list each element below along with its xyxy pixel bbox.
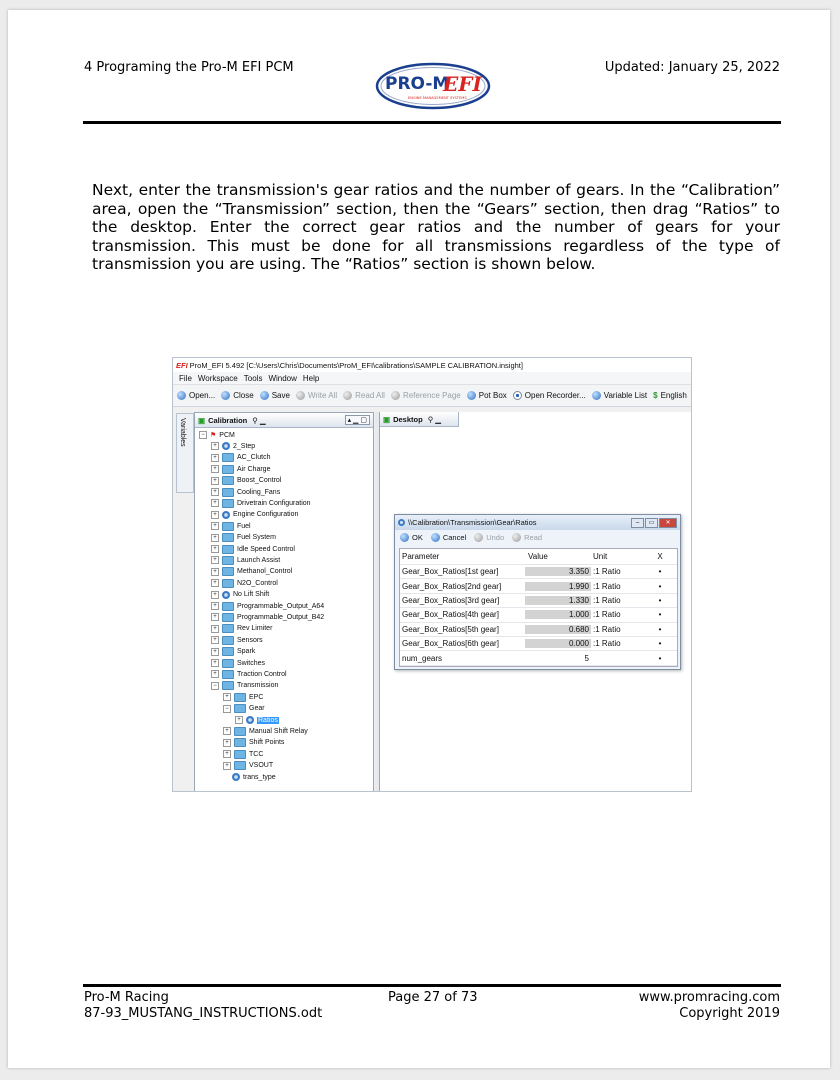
expand-toggle-icon[interactable]: +: [223, 750, 231, 758]
folder-icon: [234, 738, 246, 747]
tree-item-label: AC_Clutch: [237, 454, 271, 462]
expand-toggle-icon[interactable]: +: [211, 454, 219, 462]
parameter-cell: Gear_Box_Ratios[3rd gear]: [402, 595, 500, 605]
table-row[interactable]: [400, 637, 677, 651]
pin-icon[interactable]: ⚲ ▁: [252, 415, 266, 425]
desktop-panel: [379, 412, 692, 792]
tree-item[interactable]: [211, 441, 255, 451]
expand-toggle-icon[interactable]: +: [235, 716, 243, 724]
folder-icon: [222, 567, 234, 576]
calibration-panel: [194, 412, 374, 792]
parameter-cell: num_gears: [402, 653, 443, 663]
tree-item[interactable]: [211, 521, 251, 531]
folder-icon: [234, 761, 246, 770]
folder-icon: [222, 522, 234, 531]
app-logo-icon: EFI: [176, 360, 188, 370]
logo-tagline: ENGINE MANAGEMENT SYSTEMS: [408, 96, 467, 100]
ratios-dialog-titlebar[interactable]: [395, 515, 680, 530]
open-recorder-button[interactable]: [513, 391, 586, 400]
folder-icon: [234, 704, 246, 713]
tree-item[interactable]: [211, 647, 255, 657]
save-button[interactable]: [260, 391, 290, 400]
expand-toggle-icon[interactable]: +: [211, 568, 219, 576]
expand-toggle-icon[interactable]: +: [223, 727, 231, 735]
tree-item[interactable]: [223, 749, 263, 759]
logo-text-main: PRO-M: [385, 74, 450, 94]
tree-item[interactable]: [211, 533, 276, 543]
tree-item-label: EPC: [249, 693, 264, 701]
tree-item[interactable]: [211, 464, 270, 474]
folder-icon: [222, 453, 234, 462]
unit-cell: :1 Ratio: [593, 595, 621, 605]
tree-item[interactable]: [211, 590, 269, 600]
footer-company: Pro-M Racing: [84, 990, 169, 1005]
tree-item[interactable]: [211, 681, 278, 691]
tree-item[interactable]: [223, 761, 273, 771]
tree-item-label: Shift Points: [249, 739, 285, 747]
header-rule: [83, 121, 781, 124]
reference-page-label: Reference Page: [402, 391, 461, 400]
tree-item-label: Air Charge: [237, 465, 271, 473]
expand-toggle-icon[interactable]: +: [211, 534, 219, 542]
read-icon: [512, 533, 521, 542]
folder-icon: [222, 681, 234, 690]
software-screenshot: [172, 357, 692, 792]
value-cell[interactable]: 1.990: [525, 582, 591, 591]
tree-item-label: PCM: [219, 431, 235, 439]
folder-icon: [222, 613, 234, 622]
write-all-button[interactable]: [296, 391, 337, 400]
desktop-pin-icon[interactable]: ⚲ ▁: [427, 414, 442, 424]
variable-list-icon: [592, 391, 601, 400]
tree-item[interactable]: [211, 544, 295, 554]
x-cell: •: [658, 610, 662, 620]
expand-toggle-icon[interactable]: +: [223, 739, 231, 747]
tree-item-label: Traction Control: [237, 670, 287, 678]
tree-item[interactable]: [211, 624, 272, 634]
expand-toggle-icon[interactable]: −: [211, 682, 219, 690]
tree-item[interactable]: [223, 772, 276, 782]
folder-icon: [222, 465, 234, 474]
folder-icon: [222, 533, 234, 542]
open-label: Open...: [189, 391, 216, 400]
save-label: Save: [271, 391, 290, 400]
tree-item[interactable]: [223, 704, 265, 714]
expand-toggle-icon[interactable]: +: [211, 465, 219, 473]
tree-item-label: Fuel System: [237, 534, 276, 542]
x-cell: •: [658, 639, 662, 649]
expand-toggle-icon[interactable]: +: [211, 591, 219, 599]
close-icon: [221, 391, 230, 400]
pot-box-label: Pot Box: [478, 391, 507, 400]
unit-cell: :1 Ratio: [593, 567, 621, 577]
toolbar: [173, 385, 691, 407]
footer-copyright: Copyright 2019: [679, 1006, 780, 1021]
desktop-panel-icon: ▣: [383, 414, 391, 424]
ok-button[interactable]: [400, 533, 423, 542]
open-icon: [177, 391, 186, 400]
reference-page-button[interactable]: [391, 391, 461, 400]
expand-toggle-icon[interactable]: +: [211, 511, 219, 519]
tree-item-label: Cooling_Fans: [237, 488, 281, 496]
table-row[interactable]: [400, 651, 677, 665]
expand-toggle-icon[interactable]: +: [223, 762, 231, 770]
write-all-label: Write All: [307, 391, 338, 400]
tree-item[interactable]: [211, 601, 324, 611]
dialog-toolbar: [395, 530, 680, 545]
open-recorder-label: Open Recorder...: [524, 391, 586, 400]
tree-item[interactable]: [211, 567, 292, 577]
tree-item[interactable]: [223, 738, 284, 748]
calibration-panel-title: Calibration: [208, 415, 248, 425]
ok-label: OK: [412, 533, 423, 542]
variable-list-button[interactable]: [592, 391, 647, 400]
tree-item[interactable]: [211, 669, 287, 679]
tree-item-label: Engine Configuration: [233, 511, 299, 519]
tree-item[interactable]: [211, 476, 281, 486]
value-cell[interactable]: 5: [584, 653, 589, 663]
tree-item[interactable]: [211, 487, 280, 497]
table-row[interactable]: [400, 608, 677, 622]
folder-icon: [222, 488, 234, 497]
expand-toggle-icon[interactable]: +: [211, 648, 219, 656]
menu-help[interactable]: Help: [302, 373, 320, 383]
window-title: ProM_EFI 5.492 [C:\Users\Chris\Documents\ProM_EFI\calibrations\SAMPLE CALIBRATION.insight]: [189, 360, 523, 370]
tree-item-label: N2O_Control: [237, 579, 278, 587]
minimize-button[interactable]: –: [631, 518, 644, 528]
column-header-unit[interactable]: Unit: [593, 552, 608, 561]
folder-icon: [234, 727, 246, 736]
desktop-panel-header: [380, 412, 459, 427]
tree-item-label: Drivetrain Configuration: [237, 499, 311, 507]
menu-window[interactable]: Window: [268, 373, 297, 383]
open-button[interactable]: [177, 391, 215, 400]
tree-item-label: Boost_Control: [237, 477, 282, 485]
folder-icon: [234, 750, 246, 759]
tree-item[interactable]: [211, 578, 278, 588]
column-header-x[interactable]: X: [657, 552, 663, 561]
tree-item-label: Spark: [237, 648, 256, 656]
parameter-cell: Gear_Box_Ratios[5th gear]: [402, 624, 499, 634]
folder-icon: [222, 476, 234, 485]
grid-header-row: [400, 549, 677, 565]
ratios-dialog-title: \\Calibration\Transmission\Gear\Ratios: [408, 518, 537, 527]
footer-right: [639, 990, 780, 1022]
ratios-grid: [399, 548, 678, 667]
ratios-dialog: [394, 514, 681, 670]
value-cell[interactable]: 0.000: [525, 639, 591, 648]
cancel-label: Cancel: [442, 533, 467, 542]
dollar-icon: $: [653, 391, 658, 400]
tree-item-label: Programmable_Output_A64: [237, 602, 325, 610]
expand-toggle-icon[interactable]: +: [211, 442, 219, 450]
footer-filename: 87-93_MUSTANG_INSTRUCTIONS.odt: [84, 1006, 323, 1021]
read-button[interactable]: [512, 533, 542, 542]
expand-toggle-icon[interactable]: +: [211, 488, 219, 496]
grid-body: [400, 565, 677, 666]
folder-icon: [222, 602, 234, 611]
folder-icon: [222, 499, 234, 508]
parameter-cell: Gear_Box_Ratios[2nd gear]: [402, 581, 502, 591]
footer-website[interactable]: www.promracing.com: [638, 990, 780, 1005]
table-row[interactable]: [400, 594, 677, 608]
x-cell: •: [658, 581, 662, 591]
folder-icon: [222, 579, 234, 588]
expand-toggle-icon[interactable]: +: [211, 499, 219, 507]
tree-item[interactable]: [211, 555, 280, 565]
folder-icon: [222, 670, 234, 679]
unit-cell: :1 Ratio: [593, 639, 621, 649]
tree-item[interactable]: [223, 726, 308, 736]
value-cell[interactable]: 1.330: [525, 596, 591, 605]
reference-page-icon: [391, 391, 400, 400]
folder-icon: [222, 659, 234, 668]
undo-label: Undo: [486, 533, 505, 542]
unit-cell: :1 Ratio: [593, 610, 621, 620]
table-row[interactable]: [400, 565, 677, 579]
undo-button[interactable]: [474, 533, 504, 542]
pcm-icon: ⚑: [210, 432, 217, 439]
tree-item-label: TCC: [249, 750, 264, 758]
instruction-paragraph: Next, enter the transmission's gear ratios and the number of gears. In the “Calibration” area, open the “Transmission” section, then the “Gears” section, then drag “Ratios” to the desktop. Enter the correct gear ratios and the number of gears for your transmission. This must be done for all transmissions regardless of the type of transmission you are using. The “Ratios” section is shown below.: [92, 181, 780, 273]
header-section-title: 4 Programing the Pro-M EFI PCM: [84, 60, 294, 75]
expand-toggle-icon[interactable]: −: [223, 705, 231, 713]
tree-item-label: Fuel: [237, 522, 251, 530]
expand-toggle-icon[interactable]: +: [211, 625, 219, 633]
tree-item[interactable]: [211, 498, 311, 508]
parameter-cell: Gear_Box_Ratios[1st gear]: [402, 567, 499, 577]
pot-box-icon: [467, 391, 476, 400]
close-label: Close: [233, 391, 254, 400]
window-titlebar: [173, 358, 691, 372]
expand-toggle-icon[interactable]: +: [211, 556, 219, 564]
recorder-icon: [513, 391, 522, 400]
read-all-button[interactable]: [343, 391, 385, 400]
menu-file[interactable]: File: [179, 373, 192, 383]
cancel-button[interactable]: [431, 533, 466, 542]
close-window-button[interactable]: ✕: [659, 518, 677, 528]
tree-item-label: Idle Speed Control: [237, 545, 295, 553]
ok-icon: [400, 533, 409, 542]
tree-item-label: Manual Shift Relay: [249, 727, 308, 735]
tree-item[interactable]: [211, 658, 265, 668]
value-cell[interactable]: 1.000: [525, 610, 591, 619]
tree-item-label: Ratios: [258, 716, 278, 724]
tree-item-label: Methanol_Control: [237, 568, 293, 576]
read-label: Read: [524, 533, 543, 542]
footer-page-number: Page 27 of 73: [388, 990, 478, 1005]
expand-toggle-icon[interactable]: +: [211, 522, 219, 530]
expand-toggle-icon[interactable]: +: [211, 670, 219, 678]
expand-toggle-icon[interactable]: +: [211, 602, 219, 610]
tree-item[interactable]: [199, 430, 235, 440]
dialog-gear-icon: [398, 519, 405, 526]
tree-item[interactable]: [235, 715, 279, 725]
x-cell: •: [658, 567, 662, 577]
column-header-parameter[interactable]: Parameter: [402, 552, 440, 561]
write-all-icon: [296, 391, 305, 400]
tree-item[interactable]: [211, 635, 263, 645]
table-row[interactable]: [400, 623, 677, 637]
tree-item[interactable]: [211, 453, 270, 463]
desktop-panel-title: Desktop: [393, 414, 423, 424]
tree-item-label: Programmable_Output_B42: [237, 613, 325, 621]
expand-toggle-icon[interactable]: +: [211, 545, 219, 553]
folder-icon: [222, 545, 234, 554]
folder-icon: [222, 624, 234, 633]
tree-item[interactable]: [211, 612, 324, 622]
header-updated-date: Updated: January 25, 2022: [604, 60, 780, 75]
expand-toggle-icon[interactable]: +: [223, 693, 231, 701]
tree-item-label: Gear: [249, 705, 265, 713]
tree-item-label: Transmission: [237, 682, 279, 690]
table-row[interactable]: [400, 579, 677, 593]
units-button[interactable]: [653, 391, 687, 400]
panel-controls[interactable]: ▴ ▁ ▢: [345, 415, 370, 425]
expand-toggle-icon[interactable]: +: [211, 477, 219, 485]
save-icon: [260, 391, 269, 400]
x-cell: •: [658, 595, 662, 605]
tree-item-label: Switches: [237, 659, 266, 667]
menu-bar: [173, 372, 691, 385]
tree-item[interactable]: [211, 510, 298, 520]
value-cell[interactable]: 3.350: [525, 567, 591, 576]
unit-cell: :1 Ratio: [593, 624, 621, 634]
menu-workspace[interactable]: Workspace: [197, 373, 238, 383]
folder-icon: [234, 693, 246, 702]
units-label: English: [660, 391, 687, 400]
footer-left: [84, 990, 322, 1022]
column-header-value[interactable]: Value: [528, 552, 548, 561]
tree-item-label: Launch Assist: [237, 556, 281, 564]
variables-side-tab[interactable]: [176, 413, 194, 493]
unit-cell: :1 Ratio: [593, 581, 621, 591]
gear-icon: [222, 591, 230, 599]
close-button[interactable]: [221, 391, 253, 400]
menu-tools[interactable]: Tools: [243, 373, 263, 383]
tree-item[interactable]: [223, 692, 263, 702]
prom-efi-logo: [375, 62, 491, 110]
parameter-cell: Gear_Box_Ratios[4th gear]: [402, 610, 499, 620]
expand-toggle-icon[interactable]: +: [211, 613, 219, 621]
gear-icon: [232, 773, 240, 781]
gear-icon: [222, 442, 230, 450]
cancel-icon: [431, 533, 440, 542]
variables-tab-label: Variables: [179, 418, 186, 447]
gear-icon: [246, 716, 254, 724]
calibration-panel-header: [195, 413, 373, 428]
tree-item-label: No Lift Shift: [233, 591, 270, 599]
tree-item-label: Sensors: [237, 636, 263, 644]
folder-icon: [222, 636, 234, 645]
value-cell[interactable]: 0.680: [525, 625, 591, 634]
window-buttons: [630, 518, 677, 528]
tree-item-label: Rev Limiter: [237, 625, 273, 633]
pot-box-button[interactable]: [467, 391, 507, 400]
expand-toggle-icon[interactable]: +: [211, 659, 219, 667]
expand-toggle-icon[interactable]: +: [211, 579, 219, 587]
read-all-label: Read All: [355, 391, 385, 400]
parameter-cell: Gear_Box_Ratios[6th gear]: [402, 639, 499, 649]
logo-text-efi: EFI: [443, 72, 482, 96]
gear-icon: [222, 511, 230, 519]
tree-item-label: trans_type: [243, 773, 276, 781]
x-cell: •: [658, 653, 662, 663]
footer-rule: [83, 984, 781, 987]
read-all-icon: [343, 391, 352, 400]
x-cell: •: [658, 624, 662, 634]
expand-toggle-icon[interactable]: −: [199, 431, 207, 439]
variable-list-label: Variable List: [603, 391, 648, 400]
tree-item-label: VSOUT: [249, 762, 274, 770]
folder-icon: [222, 647, 234, 656]
tree-item-label: 2_Step: [233, 442, 256, 450]
folder-icon: [222, 556, 234, 565]
panel-icon: ▣: [198, 415, 206, 425]
maximize-button[interactable]: ▭: [645, 518, 658, 528]
undo-icon: [474, 533, 483, 542]
expand-toggle-icon[interactable]: +: [211, 636, 219, 644]
